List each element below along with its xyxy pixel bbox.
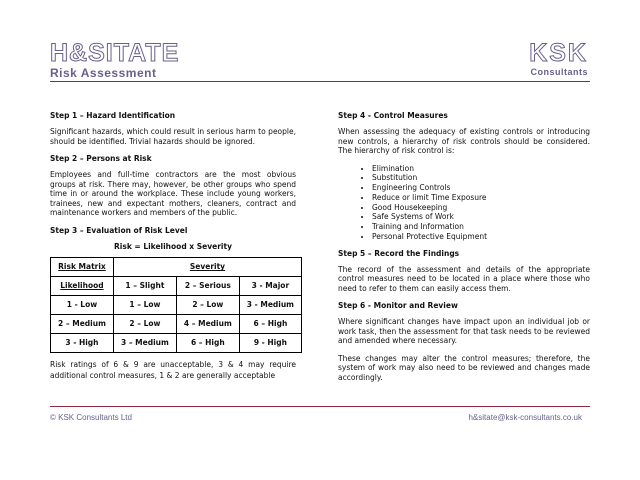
step2-heading: Step 2 – Persons at Risk	[50, 154, 152, 163]
step5-text: The record of the assessment and details of the appropriate control measures need to be located in a place where those who need to refer to them can easily access them.	[338, 264, 590, 293]
severity-col: 3 - Major	[239, 277, 301, 296]
matrix-cell: 6 – High	[176, 334, 239, 353]
company-logo	[529, 40, 588, 78]
likelihood-label: 1 - Low	[51, 296, 114, 315]
matrix-cell: 3 - Medium	[239, 296, 301, 315]
matrix-row	[51, 315, 302, 334]
step1-heading: Step 1 – Hazard Identification	[50, 111, 176, 120]
footer-copyright: © KSK Consultants Ltd	[50, 413, 132, 422]
step1-text: Significant hazards, which could result in serious harm to people, should be identified. Trivial hazards should be ignored.	[50, 127, 296, 146]
step2-text: Employees and full-time contractors are the most obvious groups at risk. There may, however, be other groups who spend time in or around the workplace. These include young workers, trainees, new and expectant mothers, cleaners, contract and maintenance workers and members of the public.	[50, 170, 296, 217]
right-column	[338, 111, 590, 390]
matrix-corner-cell: Risk Matrix	[51, 258, 114, 277]
list-item: • Training and Information	[372, 222, 590, 232]
brand-name: H&SITATE	[50, 39, 180, 67]
risk-rating-note: Risk ratings of 6 & 9 are unacceptable, 3 & 4 may require additional control measures, 1 & 2 are generally acceptable	[50, 360, 296, 380]
risk-matrix-table	[50, 257, 302, 353]
likelihood-label: 2 – Medium	[51, 315, 114, 334]
list-item: • Personal Protective Equipment	[372, 232, 590, 242]
list-item: • Engineering Controls	[372, 183, 590, 193]
matrix-header-row	[51, 258, 302, 277]
brand-logo	[50, 40, 179, 80]
likelihood-header: Likelihood	[51, 277, 114, 296]
step6-text: Where significant changes have impact upon an individual job or work task, then the assessment for that task needs to be reviewed and amended where necessary.	[338, 317, 590, 346]
list-item: • Substitution	[372, 173, 590, 183]
step4-text: When assessing the adequacy of existing controls or introducing new controls, a hierarchy of risk controls should be considered. The hierarchy of risk control is:	[338, 127, 590, 155]
footer-email-link[interactable]: h&sitate@ksk-consultants.co.uk	[468, 413, 582, 422]
severity-col: 1 – Slight	[113, 277, 176, 296]
header-divider	[50, 81, 590, 82]
list-item: • Elimination	[372, 164, 590, 174]
matrix-row	[51, 296, 302, 315]
matrix-cell: 4 – Medium	[176, 315, 239, 334]
severity-header: Severity	[113, 258, 301, 277]
matrix-cell: 1 – Low	[113, 296, 176, 315]
list-item: • Good Housekeeping	[372, 203, 590, 213]
severity-col: 2 – Serious	[176, 277, 239, 296]
matrix-cell: 3 – Medium	[113, 334, 176, 353]
matrix-column-row	[51, 277, 302, 296]
step4-heading: Step 4 - Control Measures	[338, 111, 448, 120]
list-item: • Safe Systems of Work	[372, 212, 590, 222]
step3-heading: Step 3 – Evaluation of Risk Level	[50, 225, 188, 235]
step6-heading: Step 6 - Monitor and Review	[338, 301, 458, 311]
matrix-cell: 2 – Low	[113, 315, 176, 334]
likelihood-label: 3 - High	[51, 334, 114, 353]
matrix-cell: 2 – Low	[176, 296, 239, 315]
left-column	[50, 111, 296, 381]
step5-heading: Step 5 – Record the Findings	[338, 248, 460, 258]
company-name: KSK	[529, 39, 588, 67]
company-subtitle: Consultants	[530, 67, 588, 77]
matrix-cell: 6 – High	[239, 315, 301, 334]
step6-text-2: These changes may alter the control measures; therefore, the system of work may also need to be reviewed and changes made accordingly.	[338, 353, 590, 382]
matrix-cell: 9 - High	[239, 334, 301, 353]
document-subtitle: Risk Assessment	[50, 66, 157, 80]
matrix-row	[51, 334, 302, 353]
footer-divider	[50, 406, 590, 407]
list-item: • Reduce or limit Time Exposure	[372, 193, 590, 203]
control-hierarchy-list	[338, 164, 590, 242]
risk-formula: Risk = Likelihood x Severity	[114, 241, 232, 251]
